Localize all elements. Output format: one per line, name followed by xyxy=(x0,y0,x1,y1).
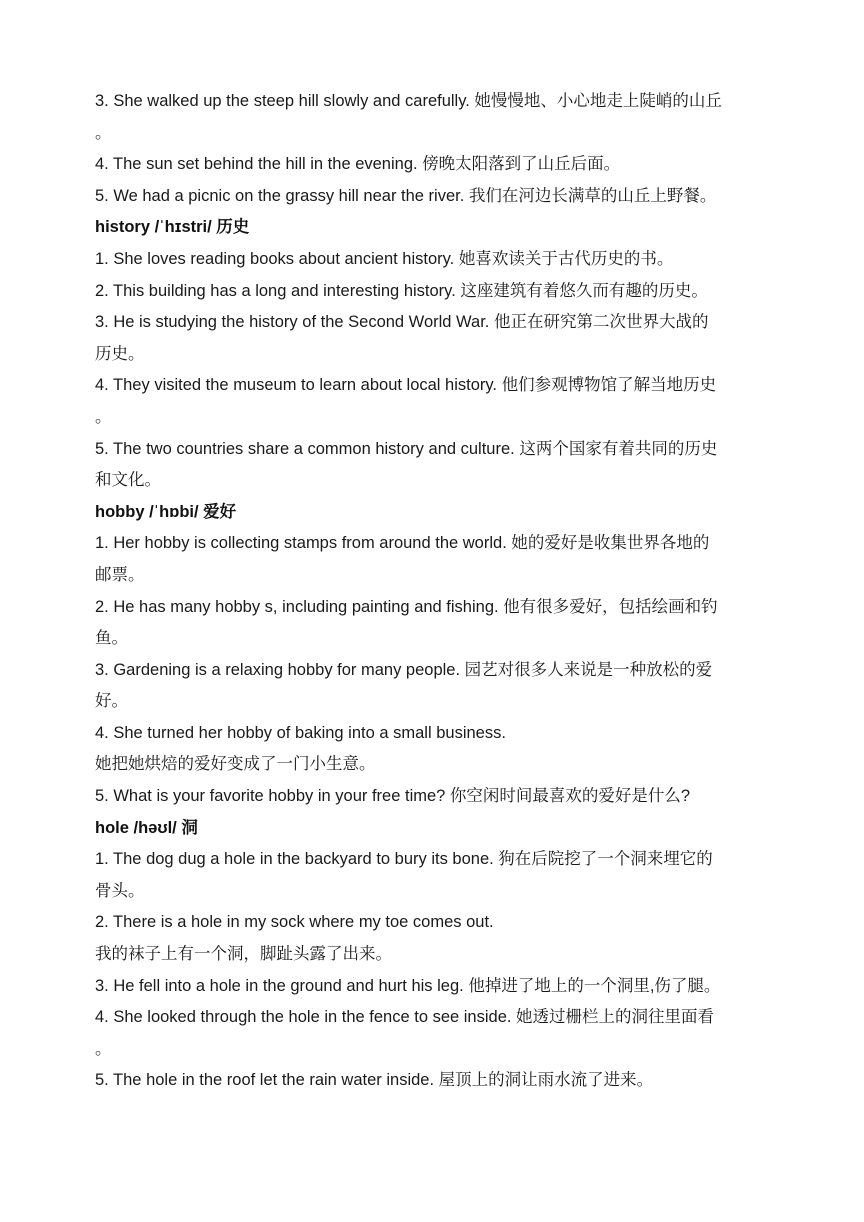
text-line: 历史。 xyxy=(95,344,145,363)
text-line: 。 xyxy=(95,123,112,142)
text-line: 5. The hole in the roof let the rain water inside. 屋顶上的洞让雨水流了进来。 xyxy=(95,1071,654,1090)
document-body xyxy=(95,86,775,1097)
text-line: 4. The sun set behind the hill in the evening. 傍晚太阳落到了山丘后面。 xyxy=(95,155,621,174)
entry-heading: history /ˈhɪstri/ 历史 xyxy=(95,218,250,237)
text-line: 2. This building has a long and interesting history. 这座建筑有着悠久而有趣的历史。 xyxy=(95,281,708,300)
text-line: 4. She turned her hobby of baking into a small business. xyxy=(95,723,506,742)
text-line: 3. He fell into a hole in the ground and hurt his leg. 他掉进了地上的一个洞里,伤了腿。 xyxy=(95,976,721,995)
text-line: 1. Her hobby is collecting stamps from around the world. 她的爱好是收集世界各地的 xyxy=(95,534,710,553)
text-line: 5. We had a picnic on the grassy hill near the river. 我们在河边长满草的山丘上野餐。 xyxy=(95,186,717,205)
text-line: 好。 xyxy=(95,692,128,711)
text-line: 2. There is a hole in my sock where my toe comes out. xyxy=(95,913,494,932)
text-line: 。 xyxy=(95,407,112,426)
text-line: 5. What is your favorite hobby in your free time? 你空闲时间最喜欢的爱好是什么? xyxy=(95,787,691,806)
text-line: 鱼。 xyxy=(95,629,128,648)
text-line: 3. She walked up the steep hill slowly and carefully. 她慢慢地、小心地走上陡峭的山丘 xyxy=(95,92,722,110)
text-line: 骨头。 xyxy=(95,881,145,900)
entry-heading: hobby /ˈhɒbi/ 爱好 xyxy=(95,502,237,521)
text-line: 2. He has many hobby s, including painting and fishing. 他有很多爱好，包括绘画和钓 xyxy=(95,597,718,616)
text-line: 4. She looked through the hole in the fence to see inside. 她透过栅栏上的洞往里面看 xyxy=(95,1008,715,1027)
text-line: 我的袜子上有一个洞，脚趾头露了出来。 xyxy=(95,945,392,964)
text-line: 3. Gardening is a relaxing hobby for many people. 园艺对很多人来说是一种放松的爱 xyxy=(95,660,713,679)
text-line: 。 xyxy=(95,1039,112,1058)
text-line: 和文化。 xyxy=(95,471,161,490)
text-line: 4. They visited the museum to learn about local history. 他们参观博物馆了解当地历史 xyxy=(95,376,717,395)
text-line: 邮票。 xyxy=(95,565,145,584)
text-line: 5. The two countries share a common history and culture. 这两个国家有着共同的历史 xyxy=(95,439,718,458)
text-line: 1. The dog dug a hole in the backyard to bury its bone. 狗在后院挖了一个洞来埋它的 xyxy=(95,850,713,869)
text-line: 3. He is studying the history of the Second World War. 他正在研究第二次世界大战的 xyxy=(95,313,709,332)
text-line: 1. She loves reading books about ancient history. 她喜欢读关于古代历史的书。 xyxy=(95,249,674,268)
text-line: 她把她烘焙的爱好变成了一门小生意。 xyxy=(95,755,376,774)
entry-heading: hole /həʊl/ 洞 xyxy=(95,818,198,837)
